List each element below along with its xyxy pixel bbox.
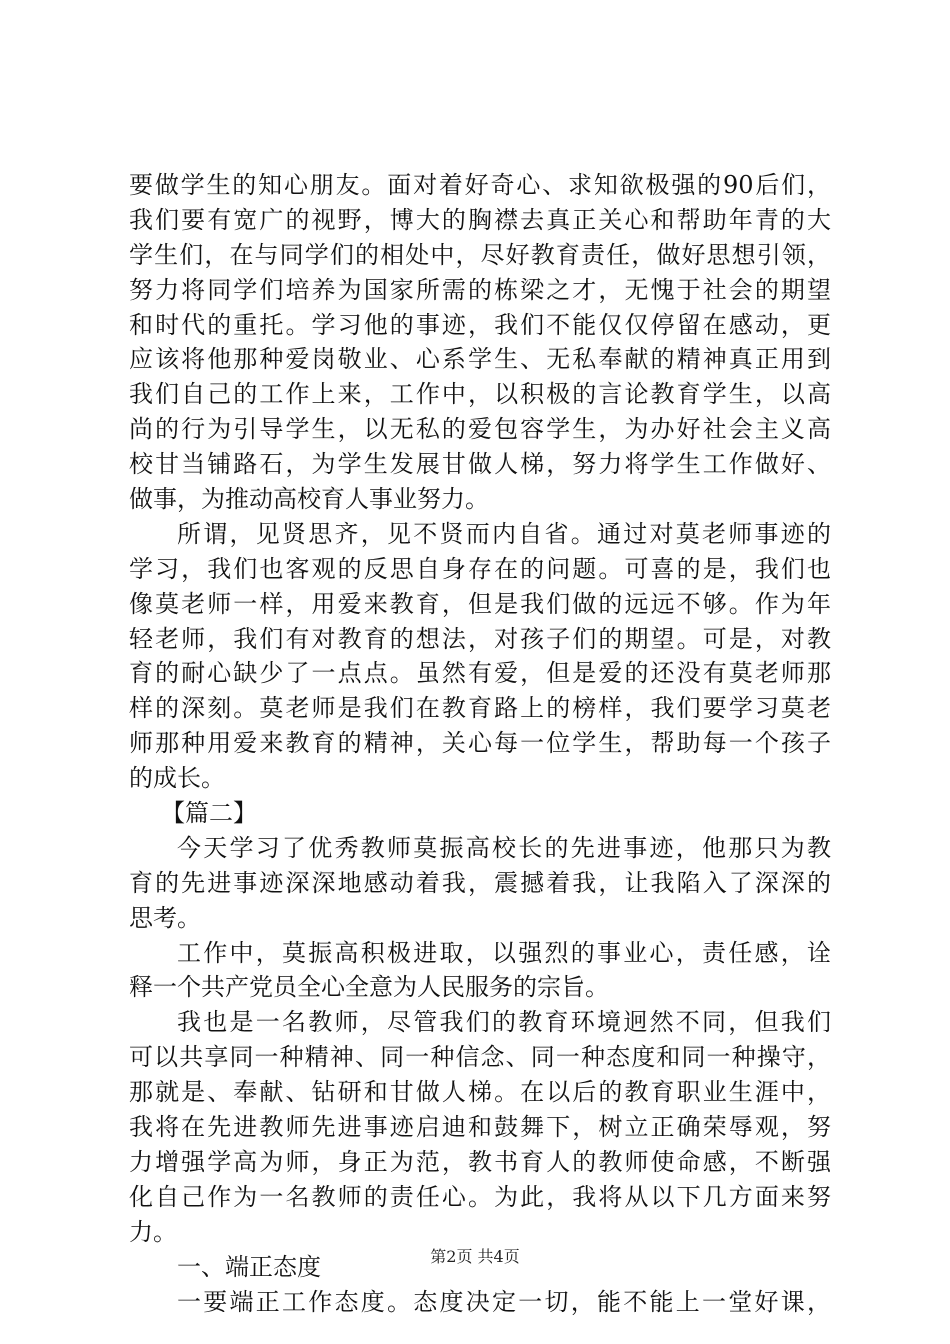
text-line: 的成长。: [129, 764, 225, 793]
text-line: 我们要有宽广的视野，博大的胸襟去真正关心和帮助年青的大: [129, 205, 831, 234]
text-line: 轻老师，我们有对教育的想法，对孩子们的期望。可是，对教: [129, 624, 831, 653]
text-line: 样的深刻。莫老师是我们在教育路上的榜样，我们要学习莫老: [129, 694, 831, 723]
text-line: 工作中，莫振高积极进取，以强烈的事业心，责任感，诠: [177, 938, 831, 967]
text-line: 释一个共产党员全心全意为人民服务的宗旨。: [129, 973, 609, 1002]
text-line: 学习，我们也客观的反思自身存在的问题。可喜的是，我们也: [129, 554, 831, 583]
text-line: 我也是一名教师，尽管我们的教育环境迥然不同，但我们: [177, 1008, 831, 1037]
text-line: 育的耐心缺少了一点点。虽然有爱，但是爱的还没有莫老师那: [129, 659, 831, 688]
body-text: [129, 168, 831, 1319]
text-line: 我将在先进教师先进事迹启迪和鼓舞下，树立正确荣辱观，努: [129, 1113, 831, 1142]
text-line: 我们自己的工作上来，工作中，以积极的言论教育学生，以高: [129, 380, 831, 409]
text-line: 和时代的重托。学习他的事迹，我们不能仅仅停留在感动，更: [129, 310, 831, 339]
subsection-heading: 一、端正态度: [177, 1252, 321, 1281]
text-line: 尚的行为引导学生，以无私的爱包容学生，为办好社会主义高: [129, 415, 831, 444]
text-line: 化自己作为一名教师的责任心。为此，我将从以下几方面来努: [129, 1182, 831, 1211]
text-line: 学生们，在与同学们的相处中，尽好教育责任，做好思想引领，: [129, 240, 831, 269]
text-line: 师那种用爱来教育的精神，关心每一位学生，帮助每一个孩子: [129, 729, 831, 758]
text-line: 应该将他那种爱岗敬业、心系学生、无私奉献的精神真正用到: [129, 345, 831, 374]
text-line: 一要端正工作态度。态度决定一切，能不能上一堂好课，: [177, 1287, 831, 1316]
text-line: 今天学习了优秀教师莫振高校长的先进事迹，他那只为教: [177, 833, 831, 862]
text-line: 做事，为推动高校育人事业努力。: [129, 485, 489, 514]
page-footer: 第2页 共4页: [430, 1247, 520, 1266]
text-line: 力增强学高为师，身正为范，教书育人的教师使命感，不断强: [129, 1147, 831, 1176]
text-line: 要做学生的知心朋友。面对着好奇心、求知欲极强的90后们，: [129, 171, 831, 199]
text-line: 可以共享同一种精神、同一种信念、同一种态度和同一种操守，: [129, 1043, 831, 1072]
text-line: 育的先进事迹深深地感动着我，震撼着我，让我陷入了深深的: [129, 868, 831, 897]
text-line: 所谓，见贤思齐，见不贤而内自省。通过对莫老师事迹的: [177, 519, 831, 548]
text-line: 像莫老师一样，用爱来教育，但是我们做的远远不够。作为年: [129, 589, 831, 618]
text-line: 思考。: [129, 903, 201, 932]
text-line: 校甘当铺路石，为学生发展甘做人梯，努力将学生工作做好、: [129, 450, 831, 479]
text-line: 那就是、奉献、钻研和甘做人梯。在以后的教育职业生涯中，: [129, 1078, 831, 1107]
text-line: 力。: [129, 1217, 177, 1246]
section-heading: 【篇二】: [161, 799, 257, 828]
text-line: 努力将同学们培养为国家所需的栋梁之才，无愧于社会的期望: [129, 275, 831, 304]
